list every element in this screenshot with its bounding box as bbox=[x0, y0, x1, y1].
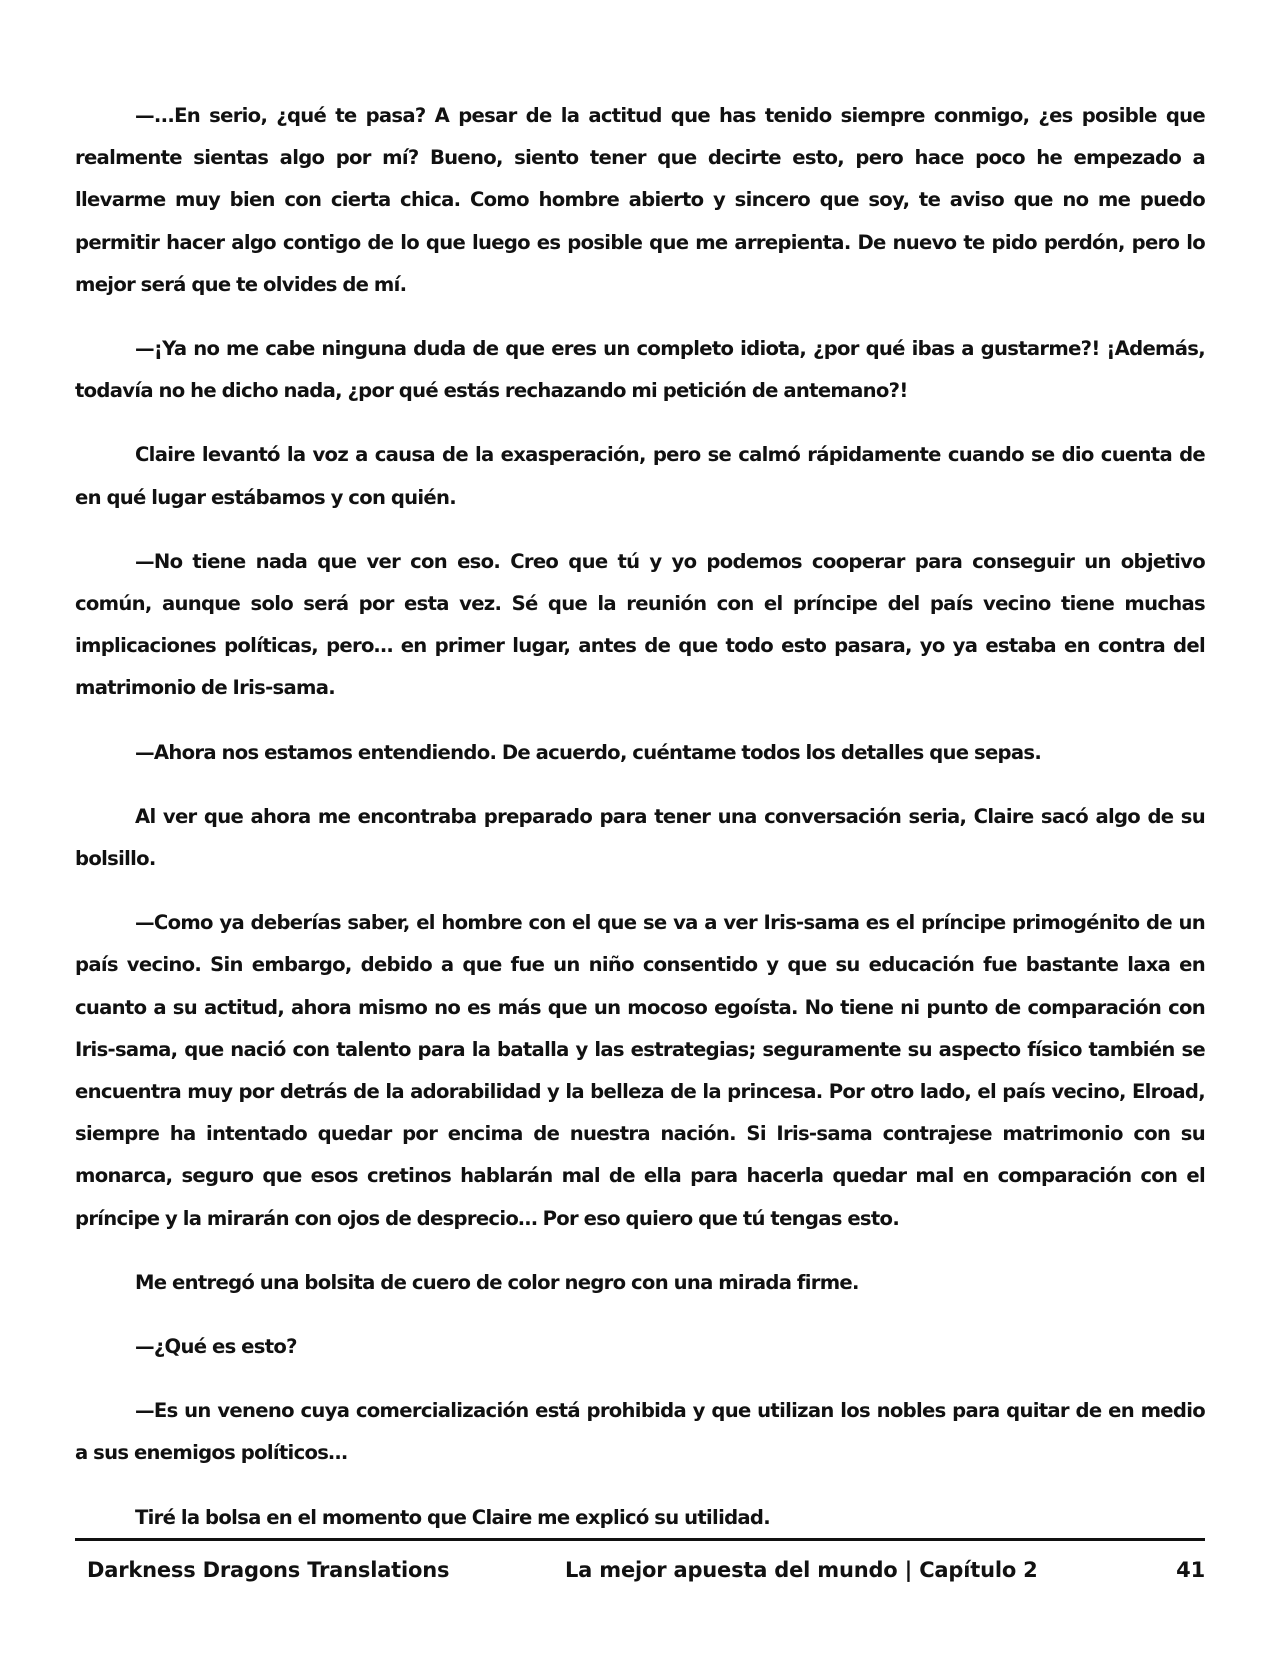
paragraph: —Como ya deberías saber, el hombre con el que se va a ver Iris-sama es el príncipe primogénito de un país vecino. Sin embargo, debido a que fue un niño consentido y que su educación fue bastante laxa en cuanto a su actitud, ahora mismo no es más que un mocoso egoísta. No tiene ni punto de comparación con Iris-sama, que nació con talento para la batalla y las estrategias; seguramente su aspecto físico también se encuentra muy por detrás de la adorabilidad y la belleza de la princesa. Por otro lado, el país vecino, Elroad, siempre ha intentado quedar por encima de nuestra nación. Si Iris-sama contrajese matrimonio con su monarca, seguro que esos cretinos hablarán mal de ella para hacerla quedar mal en comparación con el príncipe y la mirarán con ojos de desprecio… Por eso quiero que tú tengas esto. bbox=[75, 911, 1205, 1230]
page-number: 41 bbox=[1176, 1558, 1205, 1582]
paragraph: —¡Ya no me cabe ninguna duda de que eres un completo idiota, ¿por qué ibas a gustarme?! ¡Además, todavía no he dicho nada, ¿por qué estás rechazando mi petición de antemano?! bbox=[75, 337, 1205, 403]
paragraph: —Ahora nos estamos entendiendo. De acuerdo, cuéntame todos los detalles que sepas. bbox=[135, 740, 1042, 764]
paragraph: Al ver que ahora me encontraba preparado para tener una conversación seria, Claire sacó algo de su bolsillo. bbox=[75, 804, 1205, 871]
paragraph: Me entregó una bolsita de cuero de color negro con una mirada firme. bbox=[135, 1270, 859, 1294]
paragraph: —¿Qué es esto? bbox=[135, 1335, 297, 1359]
paragraph: —Es un veneno cuya comercialización está prohibida y que utilizan los nobles para quitar de en medio a sus enemigos políticos… bbox=[75, 1399, 1205, 1465]
footer-book-title: La mejor apuesta del mundo | Capítulo 2 bbox=[565, 1558, 1038, 1582]
page-body bbox=[75, 95, 1205, 1561]
paragraph: —...En serio, ¿qué te pasa? A pesar de la actitud que has tenido siempre conmigo, ¿es posible que realmente sientas algo por mí? Bueno, siento tener que decirte esto, pero hace poco he empezado a llevarme muy bien con cierta chica. Como hombre abierto y sincero que soy, te aviso que no me puedo permitir hacer algo contigo de lo que luego es posible que me arrepienta. De nuevo te pido perdón, pero lo mejor será que te olvides de mí. bbox=[75, 104, 1205, 296]
footer-divider bbox=[75, 1538, 1205, 1541]
paragraph: Tiré la bolsa en el momento que Claire me explicó su utilidad. bbox=[135, 1505, 771, 1529]
paragraph: —No tiene nada que ver con eso. Creo que tú y yo podemos cooperar para conseguir un objetivo común, aunque solo será por esta vez. Sé que la reunión con el príncipe del país vecino tiene muchas implicaciones políticas, pero… en primer lugar, antes de que todo esto pasara, yo ya estaba en contra del matrimonio de Iris-sama. bbox=[75, 549, 1205, 700]
footer-group-name: Darkness Dragons Translations bbox=[87, 1558, 450, 1582]
paragraph: Claire levantó la voz a causa de la exasperación, pero se calmó rápidamente cuando se dio cuenta de en qué lugar estábamos y con quién. bbox=[75, 443, 1205, 509]
page-footer bbox=[75, 1550, 1205, 1590]
